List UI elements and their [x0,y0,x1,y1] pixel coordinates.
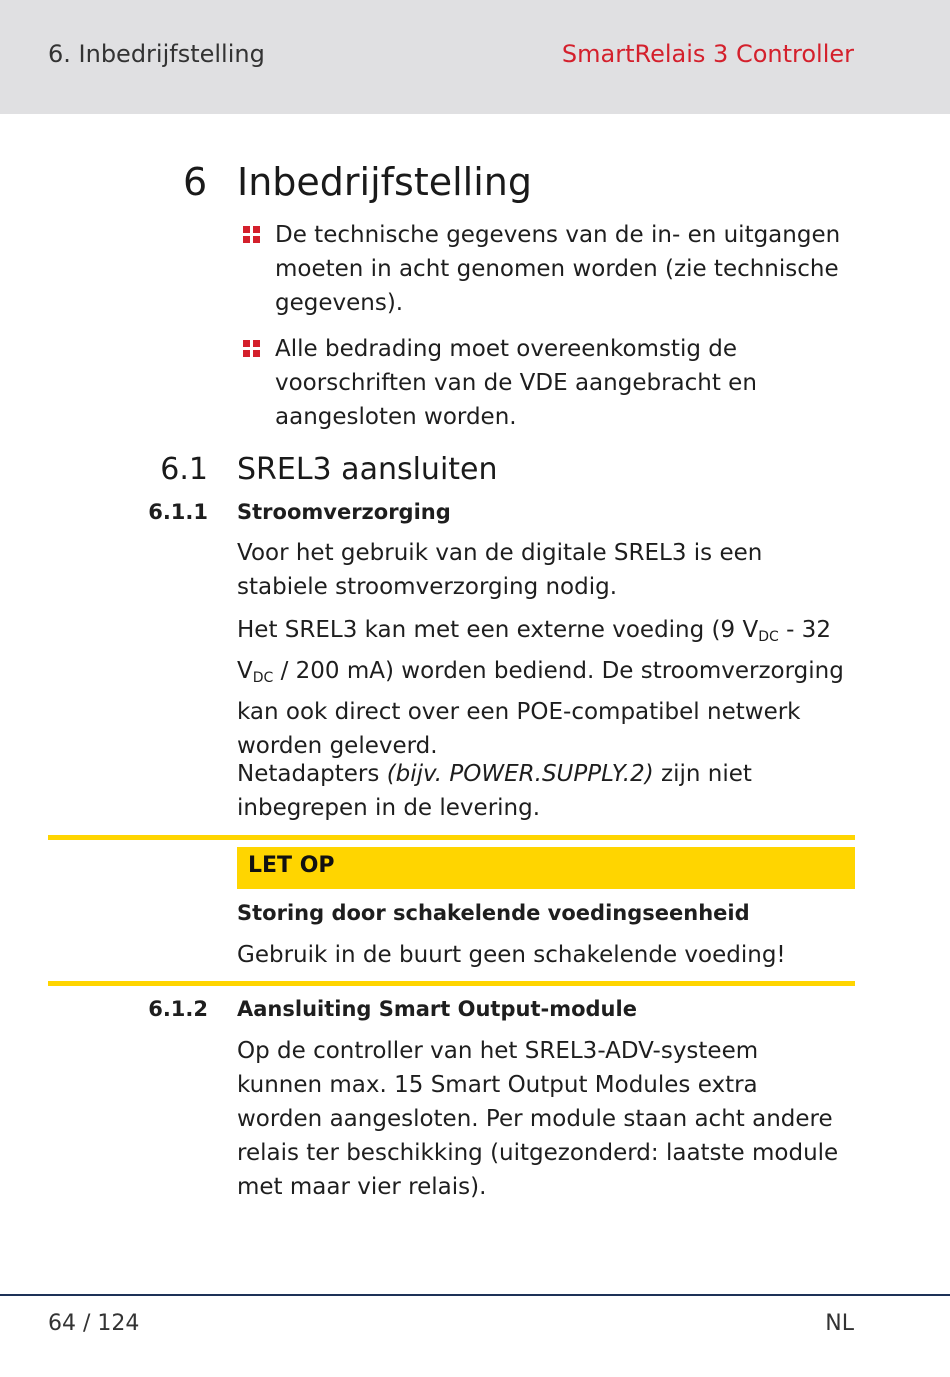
section-6-1-1-title: Stroomverzorging [237,500,451,524]
header-product: SmartRelais 3 Controller [561,40,854,68]
notice-text: Gebruik in de buurt geen schakelende voeding! [237,942,786,968]
page-header [0,0,950,114]
paragraph-external-power: Het SREL3 kan met een externe voeding (9 $V_{DC} - 32$ $V_{DC} / 200$ mA) worden bediend. De stroomverzorging kan ook direct over een POE-compatibel netwerk worden geleverd. [237,617,844,759]
notice-bottom-rule [48,981,855,986]
section-6-1-title: SREL3 aansluiten [237,452,498,487]
section-6-1-2-number: 6.1.2 [148,997,208,1021]
bullet-item-1: De technische gegevens van de in- en uitgangen moeten in acht genomen worden (zie technische gegevens). [275,222,841,316]
section-6-1-2-title: Aansluiting Smart Output-module [237,997,637,1021]
notice-title: Storing door schakelende voedingseenheid [237,901,750,925]
section-6-1-number: 6.1 [160,452,208,487]
notice-top-rule [48,835,855,840]
language-code: NL [825,1311,854,1336]
paragraph-stable-power: Voor het gebruik van de digitale SREL3 is een stabiele stroomverzorging nodig. [237,540,763,600]
section-6-number: 6 [183,160,208,204]
footer-rule [0,1294,950,1296]
paragraph-smart-output: Op de controller van het SREL3-ADV-systeem kunnen max. 15 Smart Output Modules extra worden aangesloten. Per module staan acht andere relais ter beschikking (uitgezonderd: laatste module met maar vier relais). [237,1038,839,1200]
notice-label: LET OP [248,853,335,878]
page-number: 64 / 124 [48,1311,140,1336]
header-chapter: 6. Inbedrijfstelling [48,40,265,68]
bullet-item-2: Alle bedrading moet overeenkomstig de voorschriften van de VDE aangebracht en aangesloten worden. [275,336,757,430]
red-square-grid-icon [243,226,260,243]
notice-label-box [237,847,855,889]
paragraph-netadapters: Netadapters (bijv. POWER.SUPPLY.2) zijn niet inbegrepen in de levering. [237,761,752,821]
red-square-grid-icon [243,340,260,357]
section-6-title: Inbedrijfstelling [237,160,532,204]
section-6-1-1-number: 6.1.1 [148,500,208,524]
